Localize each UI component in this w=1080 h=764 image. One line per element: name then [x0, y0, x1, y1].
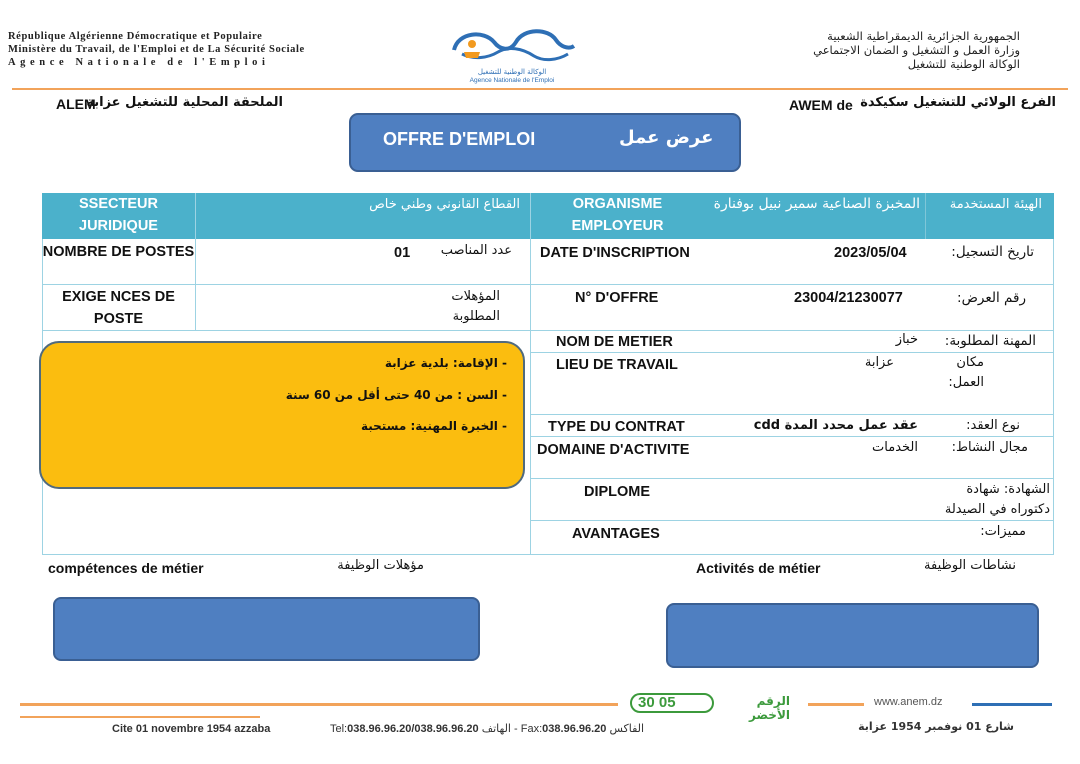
contrat-ar: نوع العقد:: [966, 418, 1020, 433]
contrat-label: TYPE DU CONTRAT: [548, 419, 685, 435]
avantages-label: AVANTAGES: [572, 526, 660, 542]
activites-box: [666, 603, 1039, 668]
logo-caption-ar: الوكالة الوطنية للتشغيل: [477, 68, 547, 76]
alem-label: ALEM: [56, 96, 96, 112]
header-divider: [12, 88, 1068, 90]
lieu-label: LIEU DE TRAVAIL: [556, 357, 678, 373]
competences-fr: compétences de métier: [48, 560, 204, 576]
requirements-box: [39, 341, 525, 489]
offre-ar: رقم العرض:: [957, 290, 1026, 306]
header-ar-line3: الوكالة الوطنية للتشغيل: [907, 57, 1020, 71]
metier-value: خباز: [895, 332, 918, 347]
date-ar: تاريخ التسجيل:: [951, 244, 1034, 260]
footer-orange-line: [20, 703, 618, 706]
anem-logo: [444, 24, 580, 86]
secteur-label: SSECTEUR JURIDIQUE: [79, 196, 158, 234]
competences-box: [53, 597, 480, 661]
tel-ar: الهاتف: [481, 722, 511, 735]
secteur-value: القطاع القانوني وطني خاص: [369, 197, 520, 212]
anem-logo-icon: [444, 24, 580, 68]
footer-address-fr: Cite 01 novembre 1954 azzaba: [112, 723, 271, 735]
green-number-label: الرقم الأخضر: [749, 694, 790, 722]
domaine-label: DOMAINE D'ACTIVITE: [537, 442, 690, 458]
date-value: 2023/05/04: [834, 245, 907, 261]
footer-address-ar: شارع 01 نوفمبر 1954 عزابة: [858, 720, 1014, 733]
date-label: DATE D'INSCRIPTION: [540, 245, 690, 261]
fax-label: Fax:: [520, 723, 543, 735]
exigences-ar: المؤهلات المطلوبة: [451, 289, 500, 324]
footer-contacts: Tel:038.96.96.20/038.96.96.20 الهاتف - Fax:038.96.96.20 الفاكس: [330, 722, 645, 735]
domaine-ar: مجال النشاط:: [951, 440, 1028, 455]
offer-title-ar: عرض عمل: [619, 127, 714, 148]
contrat-value: عقد عمل محدد المدة cdd: [753, 418, 918, 433]
tel-label: Tel:: [330, 723, 348, 735]
exigences-label: EXIGE NCES DE POSTE: [62, 289, 175, 327]
green-number: 30 05: [638, 694, 676, 711]
header-fr-line2: Ministère du Travail, de l'Emploi et de La Sécurité Sociale: [8, 44, 305, 55]
header-ar-line1: الجمهورية الجزائرية الديمقراطية الشعبية: [827, 29, 1020, 43]
header-ar-line2: وزارة العمل و التشغيل و الضمان الاجتماعي: [813, 43, 1020, 57]
diplome-label: DIPLOME: [584, 484, 651, 500]
activites-ar: نشاطات الوظيفة: [924, 558, 1016, 573]
organisme-label: ORGANISME EMPLOYEUR: [571, 196, 664, 234]
header-fr-line1: République Algérienne Démocratique et Populaire: [8, 31, 263, 42]
alem-name: الملحقة المحلية للتشغيل عزابة: [86, 95, 283, 110]
website[interactable]: www.anem.dz: [874, 696, 943, 708]
metier-label: NOM DE METIER: [556, 334, 673, 350]
organisme-header-ar: الهيئة المستخدمة: [949, 197, 1042, 212]
tel-value: 038.96.96.20/038.96.96.20: [347, 723, 479, 735]
nb-postes-ar: عدد المناصب: [440, 243, 512, 258]
nb-postes-label: NOMBRE DE POSTES: [42, 244, 195, 260]
diplome-value: الشهادة: شهادة دكتوراه في الصيدلة: [944, 482, 1050, 517]
awem-name: الفرع الولائي للتشغيل سكيكدة: [860, 95, 1056, 110]
domaine-value: الخدمات: [872, 440, 918, 455]
competences-ar: مؤهلات الوظيفة: [337, 558, 424, 573]
avantages-ar: مميزات:: [980, 524, 1026, 539]
requirement-residence: - الإقامة: بلدية عزابة: [384, 356, 507, 370]
requirement-experience: - الخبرة المهنية: مستحبة: [360, 419, 507, 433]
header-fr-line3: Agence Nationale de l'Emploi: [8, 57, 270, 68]
metier-ar: المهنة المطلوبة:: [944, 333, 1036, 349]
green-number-badge: [630, 692, 830, 722]
organisme-value: المخبزة الصناعية سمير نبيل بوفنارة: [713, 196, 920, 212]
offer-title-fr: OFFRE D'EMPLOI: [383, 129, 536, 149]
logo-caption-fr: Agence Nationale de l'Emploi: [469, 77, 555, 84]
activites-fr: Activités de métier: [696, 560, 821, 576]
nb-postes-value: 01: [394, 245, 411, 261]
offer-title-box: [349, 113, 741, 172]
fax-value: 038.96.96.20: [542, 723, 607, 735]
requirement-age: - السن : من 40 حتى أقل من 60 سنة: [285, 388, 507, 402]
offre-value: 23004/21230077: [794, 290, 903, 306]
fax-ar: الفاكس: [609, 722, 645, 735]
lieu-value: عزابة: [864, 355, 894, 370]
footer-blue-line: [972, 703, 1052, 706]
awem-label: AWEM de: [789, 97, 853, 113]
lieu-ar: مكان العمل:: [948, 355, 984, 390]
offre-label: N° D'OFFRE: [575, 290, 659, 306]
